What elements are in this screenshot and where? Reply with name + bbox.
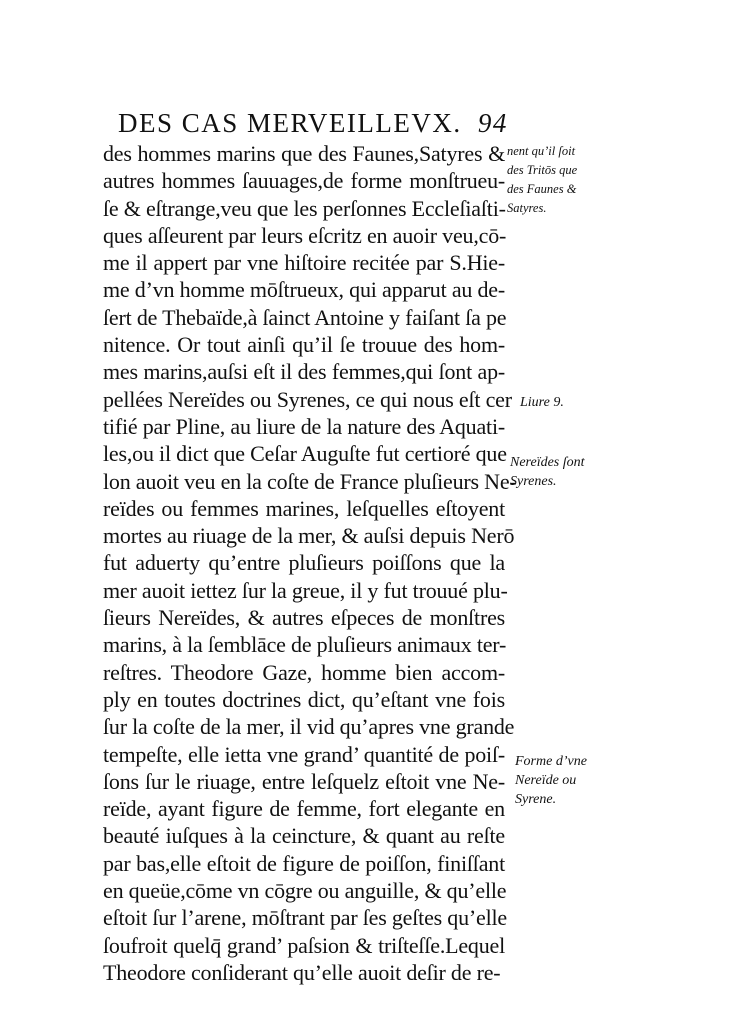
text-line: mes marins,auſsi eſt il des femmes,qui ſont ap- [103, 359, 505, 385]
marginal-note-line: des Faunes & [507, 182, 577, 196]
text-line: fut aduerty qu’entre pluſieurs poiſſons que la [103, 550, 505, 576]
text-line: marins, à la ſemblāce de pluſieurs animaux ter- [103, 632, 507, 658]
marginal-note-line: des Tritōs que [507, 163, 578, 177]
text-line: me d’vn homme mōſtrueux, qui apparut au de- [103, 277, 505, 303]
text-line: mer auoit iettez ſur la greue, il y fut trouué plu- [103, 577, 508, 603]
text-line: mortes au riuage de la mer, & auſsi depuis Nerō [103, 523, 515, 549]
marginal-note-tritons [507, 142, 577, 218]
text-line: me il appert par vne hiſtoire recitée par S.Hie- [103, 250, 505, 276]
text-line: les,ou il dict que Ceſar Auguſte fut certioré que [103, 441, 507, 467]
text-line: reïde, ayant figure de femme, fort elegante en [103, 796, 505, 822]
text-line: par bas,elle eſtoit de figure de poiſſon, finiſſant [103, 850, 505, 876]
text-line: Theodore conſiderant qu’elle auoit deſir de re- [103, 959, 501, 985]
text-line: tempeſte, elle ietta vne grand’ quantité de poiſ- [103, 741, 505, 767]
text-line: lon auoit veu en la coſte de France pluſieurs Ne- [103, 468, 517, 494]
text-line: reſtres. Theodore Gaze, homme bien accom- [103, 659, 505, 685]
text-line: ques aſſeurent par leurs eſcritz en auoir veu,cō- [103, 222, 507, 248]
page-header [118, 108, 518, 139]
text-line: ſieurs Nereïdes, & autres eſpeces de monſtres [103, 605, 505, 631]
marginal-note-line: nent qu’il ſoit [507, 144, 576, 158]
text-line: ſe & eſtrange,veu que les perſonnes Eccleſiaſti- [103, 195, 506, 221]
marginal-note-line: Nereïde ou [515, 773, 577, 788]
marginal-note-line: Satyres. [507, 201, 547, 215]
running-title: DES CAS MERVEILLEVX. [118, 108, 462, 138]
marginal-note-line: Liure 9. [520, 395, 564, 410]
text-line: ply en toutes doctrines dict, qu’eſtant vne fois [103, 686, 505, 712]
text-line: nitence. Or tout ainſi qu’il ſe trouue des hom- [103, 332, 505, 358]
text-line: pellées Nereïdes ou Syrenes, ce qui nous eſt cer [103, 386, 512, 412]
page-number: 94 [477, 108, 508, 138]
text-line: ſoufroit quelq̄ grand’ paſsion & triſteſſe.Lequel [103, 932, 505, 958]
text-line: ſons ſur le riuage, entre leſquelz eſtoit vne Ne- [103, 768, 505, 794]
text-line: ſur la coſte de la mer, il vid qu’apres vne grande [103, 714, 515, 740]
text-line: autres hommes ſauuages,de forme monſtrueu- [103, 168, 505, 194]
text-line: eſtoit ſur l’arene, mōſtrant par ſes geſtes qu’elle [103, 905, 507, 931]
text-line: reïdes ou femmes marines, leſquelles eſtoyent [103, 495, 505, 521]
text-line: des hommes marins que des Faunes,Satyres & [103, 141, 505, 166]
marginal-note-line: Syrene. [515, 792, 557, 807]
text-line: en queüe,cōme vn cōgre ou anguille, & qu’elle [103, 878, 507, 904]
marginal-note-forme [515, 752, 587, 809]
marginal-note-line: Forme d’vne [515, 754, 587, 769]
marginal-note-line: Nereïdes ſont [510, 455, 585, 470]
marginal-note-line: Syrenes. [510, 474, 557, 489]
body-text [103, 140, 517, 986]
text-line: ſert de Thebaïde,à ſainct Antoine y faiſant ſa pe [103, 304, 507, 330]
marginal-note-nereides [510, 453, 585, 491]
marginal-note-livre [520, 393, 564, 412]
text-line: tifié par Pline, au liure de la nature des Aquati- [103, 413, 505, 439]
text-line: beauté iuſques à la ceincture, & quant au reſte [103, 823, 505, 849]
